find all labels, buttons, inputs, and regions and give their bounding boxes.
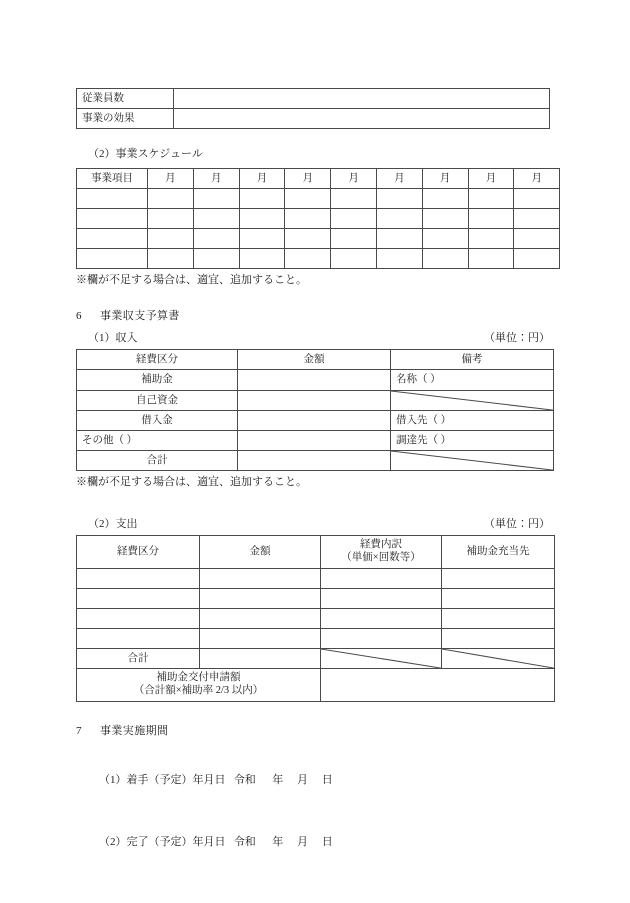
subsidy-request-label xyxy=(77,668,321,701)
schedule-month-cell[interactable] xyxy=(285,188,331,208)
schedule-month-cell[interactable] xyxy=(376,188,422,208)
cell-text xyxy=(514,195,559,201)
expenditure-table xyxy=(76,535,555,701)
table-row xyxy=(77,109,550,129)
cell-text xyxy=(148,235,193,241)
schedule-month-cell[interactable] xyxy=(331,208,377,228)
cell-text xyxy=(514,235,559,241)
cell-text xyxy=(442,655,554,661)
income-remarks-label: 名称（ ） xyxy=(396,374,441,386)
income-col-label: 金額 xyxy=(303,354,325,366)
schedule-month-cell[interactable] xyxy=(514,228,560,248)
schedule-col-month-5 xyxy=(331,168,377,188)
cell-text xyxy=(200,635,320,641)
schedule-month-cell[interactable] xyxy=(239,228,285,248)
period-start-year-unit: 年 xyxy=(272,773,284,786)
period-end-label: （2）完了（予定）年月日 xyxy=(99,836,226,849)
expenditure-col-allocation xyxy=(442,536,555,568)
cell-text xyxy=(238,377,390,383)
cell-text xyxy=(240,235,285,241)
schedule-month-cell[interactable] xyxy=(376,228,422,248)
schedule-month-cell[interactable] xyxy=(148,188,194,208)
period-start-month-unit: 月 xyxy=(297,773,308,786)
income-remarks-label xyxy=(391,397,553,403)
cell-text xyxy=(469,195,514,201)
cell-text xyxy=(469,215,514,221)
cell-text xyxy=(238,437,390,443)
schedule-col-month-6 xyxy=(376,168,422,188)
cell-text xyxy=(423,235,468,241)
schedule-month-cell[interactable] xyxy=(239,248,285,268)
period-end-year-unit: 年 xyxy=(272,836,284,849)
schedule-col-month-9 xyxy=(514,168,560,188)
info-label-text: 従業員数 xyxy=(82,93,124,104)
cell-text xyxy=(240,195,285,201)
table-header-row xyxy=(77,350,554,370)
expenditure-total-amount-cell[interactable] xyxy=(200,648,321,668)
expenditure-breakdown-cell[interactable] xyxy=(321,588,442,608)
income-table xyxy=(76,349,554,471)
income-category-label: 借入金 xyxy=(141,414,173,426)
table-row xyxy=(77,628,555,648)
schedule-month-cell[interactable] xyxy=(193,228,239,248)
expenditure-category-cell[interactable] xyxy=(77,608,200,628)
period-section-heading xyxy=(76,724,550,738)
table-row xyxy=(77,608,555,628)
income-col-label: 経費区分 xyxy=(136,354,178,366)
cell-text xyxy=(423,195,468,201)
page-content xyxy=(76,88,550,879)
cell-text xyxy=(77,195,147,201)
schedule-month-cell[interactable] xyxy=(422,208,468,228)
cell-text xyxy=(148,215,193,221)
expenditure-category-cell[interactable] xyxy=(77,588,200,608)
budget-section-title: 事業収支予算書 xyxy=(100,309,180,322)
income-category-label: 自己資金 xyxy=(136,394,178,406)
schedule-heading: （2）事業スケジュール xyxy=(88,148,203,161)
schedule-month-cell[interactable] xyxy=(468,228,514,248)
expenditure-col-breakdown-label xyxy=(321,536,441,567)
cell-text xyxy=(377,255,422,261)
cell-text xyxy=(331,195,376,201)
schedule-month-cell[interactable] xyxy=(193,248,239,268)
subsidy-request-label-text xyxy=(77,669,320,700)
expenditure-col-sublabel: （単価×回数等） xyxy=(341,551,421,563)
schedule-month-cell[interactable] xyxy=(148,248,194,268)
cell-text xyxy=(194,255,239,261)
schedule-month-cell[interactable] xyxy=(422,228,468,248)
cell-text xyxy=(377,235,422,241)
cell-text xyxy=(148,255,193,261)
info-label-effect xyxy=(77,109,174,129)
expenditure-heading: （2）支出 xyxy=(88,518,138,531)
cell-text xyxy=(514,215,559,221)
cell-text xyxy=(77,595,199,601)
expenditure-allocation-cell[interactable] xyxy=(442,608,555,628)
cell-text xyxy=(77,615,199,621)
expenditure-head xyxy=(77,536,555,568)
schedule-col-label: 月 xyxy=(348,172,359,184)
schedule-month-cell[interactable] xyxy=(148,208,194,228)
period-end-era: 令和 xyxy=(233,836,256,849)
schedule-month-cell[interactable] xyxy=(285,208,331,228)
schedule-month-cell[interactable] xyxy=(331,188,377,208)
expenditure-category-cell[interactable] xyxy=(77,628,200,648)
cell-text xyxy=(321,615,441,621)
info-value-text xyxy=(174,96,549,102)
schedule-month-cell[interactable] xyxy=(422,248,468,268)
table-row xyxy=(77,430,554,450)
expenditure-total-label xyxy=(77,648,200,668)
expenditure-allocation-cell[interactable] xyxy=(442,588,555,608)
schedule-col-label: 月 xyxy=(394,172,405,184)
income-category-cell xyxy=(77,430,238,450)
income-note: ※欄が不足する場合は、適宜、追加すること。 xyxy=(76,476,307,489)
expenditure-breakdown-cell[interactable] xyxy=(321,628,442,648)
income-remarks-cell xyxy=(391,390,554,410)
cell-text xyxy=(423,215,468,221)
budget-section-number: 6 xyxy=(76,309,82,322)
expenditure-col-label: 金額 xyxy=(249,546,271,558)
schedule-month-cell[interactable] xyxy=(239,208,285,228)
schedule-col-label: 月 xyxy=(210,172,222,184)
table-row xyxy=(77,248,560,268)
cell-text xyxy=(194,215,239,221)
cell-text xyxy=(77,575,199,581)
cell-text xyxy=(442,595,554,601)
cell-text xyxy=(77,255,147,261)
table-row xyxy=(77,370,554,390)
period-end-day-unit: 日 xyxy=(321,836,333,849)
table-header-row xyxy=(77,536,555,568)
subsidy-request-label-line2: （合計額×補助率 2/3 以内） xyxy=(133,684,264,696)
cell-text xyxy=(240,215,285,221)
cell-text xyxy=(240,255,285,261)
cell-text xyxy=(285,255,330,261)
expenditure-amount-cell[interactable] xyxy=(200,568,321,588)
income-col-label: 備考 xyxy=(461,354,483,366)
period-start-label: （1）着手（予定）年月日 xyxy=(99,773,226,786)
business-info-body xyxy=(77,89,550,129)
cell-text xyxy=(321,655,441,661)
cell-text xyxy=(514,255,559,261)
cell-text xyxy=(200,595,320,601)
table-row xyxy=(77,89,550,109)
schedule-month-cell[interactable] xyxy=(239,188,285,208)
income-col-category xyxy=(77,350,238,370)
table-row xyxy=(77,588,555,608)
table-row xyxy=(77,188,560,208)
expenditure-col-label: 補助金充当先 xyxy=(466,546,530,558)
cell-text xyxy=(331,235,376,241)
cell-text xyxy=(321,595,441,601)
period-section-number: 7 xyxy=(76,724,82,737)
expenditure-allocation-cell[interactable] xyxy=(442,568,555,588)
cell-text xyxy=(148,195,193,201)
expenditure-col-label: 経費内訳 xyxy=(360,539,402,551)
schedule-col-label: 月 xyxy=(439,172,451,184)
expenditure-total-row xyxy=(77,648,555,668)
expenditure-breakdown-cell[interactable] xyxy=(321,608,442,628)
cell-text xyxy=(77,635,199,641)
table-row xyxy=(77,410,554,430)
schedule-col-label: 月 xyxy=(302,172,314,184)
income-col-remarks xyxy=(391,350,554,370)
schedule-month-cell[interactable] xyxy=(514,188,560,208)
income-category-cell xyxy=(77,370,238,390)
income-amount-cell[interactable] xyxy=(238,430,391,450)
expenditure-col-breakdown xyxy=(321,536,442,568)
cell-text xyxy=(469,255,514,261)
schedule-head xyxy=(77,168,560,188)
income-amount-cell[interactable] xyxy=(238,410,391,430)
period-start-day-unit: 日 xyxy=(321,773,333,786)
expenditure-col-label: 経費区分 xyxy=(117,546,159,558)
table-row xyxy=(77,228,560,248)
income-amount-cell[interactable] xyxy=(238,370,391,390)
cell-text xyxy=(469,235,514,241)
income-heading-row xyxy=(76,329,550,345)
expenditure-breakdown-cell xyxy=(321,648,442,668)
income-amount-cell[interactable] xyxy=(238,450,391,470)
schedule-col-label: 事業項目 xyxy=(91,172,133,184)
cell-text xyxy=(77,235,147,241)
info-value-effect[interactable] xyxy=(174,109,550,129)
expenditure-amount-cell[interactable] xyxy=(200,608,321,628)
schedule-month-cell[interactable] xyxy=(193,188,239,208)
schedule-col-month-2 xyxy=(193,168,239,188)
cell-text xyxy=(285,235,330,241)
business-info-table xyxy=(76,88,550,129)
cell-text xyxy=(238,417,390,423)
schedule-col-label: 月 xyxy=(165,172,176,184)
income-category-label: 補助金 xyxy=(141,374,173,386)
table-header-row xyxy=(77,168,560,188)
cell-text xyxy=(331,255,376,261)
table-row xyxy=(77,390,554,410)
cell-text xyxy=(377,215,422,221)
income-amount-cell[interactable] xyxy=(238,390,391,410)
expenditure-heading-row xyxy=(76,515,550,531)
expenditure-body xyxy=(77,568,555,701)
period-start-row xyxy=(76,755,550,806)
period-end-month-unit: 月 xyxy=(297,836,308,849)
cell-text xyxy=(194,195,239,201)
expenditure-unit-label: （単位：円） xyxy=(484,518,550,531)
schedule-col-month-8 xyxy=(468,168,514,188)
expenditure-allocation-cell[interactable] xyxy=(442,628,555,648)
schedule-month-cell[interactable] xyxy=(285,228,331,248)
period-end-row xyxy=(76,817,550,868)
schedule-month-cell[interactable] xyxy=(468,248,514,268)
schedule-col-month-4 xyxy=(285,168,331,188)
expenditure-col-category xyxy=(77,536,200,568)
schedule-body xyxy=(77,188,560,268)
cell-text xyxy=(200,575,320,581)
cell-text xyxy=(321,682,554,688)
subsidy-request-label-line1: 補助金交付申請額 xyxy=(156,672,241,684)
expenditure-amount-cell[interactable] xyxy=(200,588,321,608)
income-heading: （1）収入 xyxy=(88,332,138,345)
info-value-text xyxy=(174,116,549,122)
cell-text xyxy=(377,195,422,201)
expenditure-amount-cell[interactable] xyxy=(200,628,321,648)
income-remarks-cell xyxy=(391,450,554,470)
table-row xyxy=(77,568,555,588)
schedule-month-cell[interactable] xyxy=(468,188,514,208)
income-category-label: その他（ ） xyxy=(82,434,138,446)
expenditure-total-label-text: 合計 xyxy=(127,652,149,664)
cell-text xyxy=(238,397,390,403)
schedule-col-month-3 xyxy=(239,168,285,188)
cell-text xyxy=(331,215,376,221)
schedule-month-cell[interactable] xyxy=(514,208,560,228)
income-category-cell xyxy=(77,390,238,410)
cell-text xyxy=(442,635,554,641)
cell-text xyxy=(285,195,330,201)
cell-text xyxy=(285,215,330,221)
info-value-employees[interactable] xyxy=(174,89,550,109)
period-section-title: 事業実施期間 xyxy=(100,724,169,737)
cell-text xyxy=(194,235,239,241)
schedule-month-cell[interactable] xyxy=(148,228,194,248)
schedule-month-cell[interactable] xyxy=(331,228,377,248)
cell-text xyxy=(77,215,147,221)
schedule-col-month-1 xyxy=(148,168,194,188)
info-label-employees xyxy=(77,89,174,109)
cell-text xyxy=(423,255,468,261)
cell-text xyxy=(442,615,554,621)
schedule-month-cell[interactable] xyxy=(468,208,514,228)
info-label-text: 事業の効果 xyxy=(82,113,135,125)
income-remarks-cell[interactable] xyxy=(391,410,554,430)
schedule-note: ※欄が不足する場合は、適宜、追加すること。 xyxy=(76,273,307,286)
schedule-month-cell[interactable] xyxy=(376,248,422,268)
expenditure-col-amount xyxy=(200,536,321,568)
cell-text xyxy=(321,575,441,581)
cell-text xyxy=(200,615,320,621)
schedule-item-cell[interactable] xyxy=(77,208,148,228)
income-remarks-cell[interactable] xyxy=(391,430,554,450)
schedule-month-cell[interactable] xyxy=(193,208,239,228)
expenditure-breakdown-cell[interactable] xyxy=(321,568,442,588)
schedule-month-cell[interactable] xyxy=(285,248,331,268)
schedule-table xyxy=(76,168,560,269)
income-remarks-label: 借入先（ ） xyxy=(396,414,452,426)
income-remarks-label: 調達先（ ） xyxy=(396,434,452,446)
budget-section-heading xyxy=(76,309,550,323)
table-row xyxy=(77,450,554,470)
schedule-month-cell[interactable] xyxy=(514,248,560,268)
table-row xyxy=(77,208,560,228)
income-body xyxy=(77,370,554,471)
schedule-col-item xyxy=(77,168,148,188)
expenditure-allocation-cell xyxy=(442,648,555,668)
income-remarks-cell[interactable] xyxy=(391,370,554,390)
schedule-item-cell[interactable] xyxy=(77,188,148,208)
schedule-col-label: 月 xyxy=(485,172,497,184)
schedule-col-label: 月 xyxy=(256,172,268,184)
schedule-item-cell[interactable] xyxy=(77,228,148,248)
schedule-month-cell[interactable] xyxy=(331,248,377,268)
cell-text xyxy=(200,655,320,661)
schedule-month-cell[interactable] xyxy=(422,188,468,208)
income-category-cell xyxy=(77,410,238,430)
income-unit-label: （単位：円） xyxy=(484,332,550,345)
subsidy-request-row xyxy=(77,668,555,701)
expenditure-category-cell[interactable] xyxy=(77,568,200,588)
cell-text xyxy=(238,457,390,463)
schedule-col-month-7 xyxy=(422,168,468,188)
cell-text xyxy=(321,635,441,641)
schedule-col-label: 月 xyxy=(531,172,543,184)
income-head xyxy=(77,350,554,370)
income-remarks-label xyxy=(391,457,553,463)
income-category-cell xyxy=(77,450,238,470)
schedule-month-cell[interactable] xyxy=(376,208,422,228)
cell-text xyxy=(442,575,554,581)
income-category-label: 合計 xyxy=(146,454,168,466)
income-col-amount xyxy=(238,350,391,370)
period-start-era: 令和 xyxy=(233,773,256,786)
subsidy-request-value-cell[interactable] xyxy=(321,668,555,701)
schedule-item-cell[interactable] xyxy=(77,248,148,268)
